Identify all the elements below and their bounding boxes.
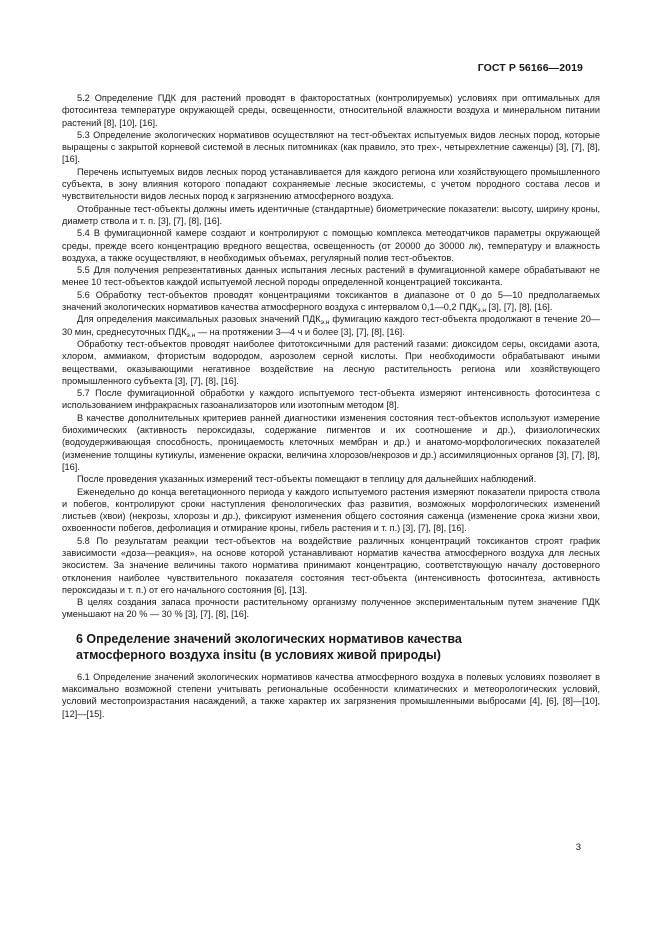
paragraph-species-list: Перечень испытуемых видов лесных пород устанавливается для каждого региона или хозяйствующего промышленного субъекта, в зону влияния которого попадают сохраняемые лесные экосистемы, с учетом породного состава лесов и чувствительности видов лесных пород к загрязнению атмосферного воздуха. [62, 166, 600, 202]
paragraph-selected-test-objects: Отобранные тест-объекты должны иметь идентичные (стандартные) биометрические показатели: высоту, ширину кроны, диаметр ствола и т. п. [3], [7], [8], [16]. [62, 203, 600, 226]
document-standard-id: ГОСТ Р 56166—2019 [477, 62, 583, 74]
section-6-title-line-2: атмосферного воздуха insitu (в условиях живой природы) [76, 647, 441, 662]
paragraph-6-1: 6.1 Определение значений экологических нормативов качества атмосферного воздуха в полевых условиях позволяет в максимально возможной степени учитывать региональные особенности климатических и метеорологических условий, условий местопроизрастания насаждений, а также характер их загрязнения промышленными выбросами [4], [6], [8]—[10], [12]—[15]. [62, 671, 600, 719]
paragraph-5-3: 5.3 Определение экологических нормативов осуществляют на тест-объектах испытуемых видов лесных пород, которые выращены с закрытой корневой системой в лесных питомниках (как правило, это трех-, четырехлетние саженцы) [3], [7], [8], [16]. [62, 129, 600, 165]
pdk-subscript: э.н [477, 307, 486, 315]
paragraph-5-7: 5.7 После фумигационной обработки у каждого испытуемого тест-объекта измеряют интенсивность фотосинтеза с использованием инфракрасных газоанализаторов или изотопным методом [8]. [62, 388, 600, 411]
paragraph-max-text-c: — на протяжении 3—4 ч и более [3], [7], [8], [16]. [195, 326, 405, 337]
paragraph-greenhouse: После проведения указанных измерений тест-объекты помещают в теплицу для дальнейших наблюдений. [77, 474, 537, 485]
paragraph-phytotoxic-gases: Обработку тест-объектов проводят наиболее фитотоксичными для растений газами: диоксидом серы, оксидами азота, хлором, аммиаком, фтористым водородом, аэрозолем серной кислоты. При необходимости обрабатывают иными веществами, оказывающими негативное воздействие на лесную растительность региона или хозяйствующего промышленного субъекта [3], [7], [8], [16]. [62, 338, 600, 386]
section-6-title-line-1: 6 Определение значений экологических нормативов качества [76, 631, 462, 646]
paragraph-max-single-values [62, 313, 600, 338]
paragraph-weekly-measurements: Еженедельно до конца вегетационного периода у каждого испытуемого растения измеряют показатели прироста ствола и побегов, контролируют сроки наступления фенологических фаз развития, возможных морфологических изменений листьев (хвои) (некрозы, хлорозы и др.), фиксируют изменения общего состояния саженца (изменение срока жизни хвои, охвоенности побегов, дефолиация и отмирание кроны, гибель растения и т. п.) [3], [7], [8], [16]. [62, 486, 600, 534]
paragraph-5-6-text: 5.6 Обработку тест-объектов проводят концентрациями токсикантов в диапазоне от 0 до 5—10 предполагаемых значений экологических нормативов качества атмосферного воздуха с интервалом 0,1—0,2 ПДК [62, 289, 600, 313]
paragraph-5-4: 5.4 В фумигационной камере создают и контролируют с помощью комплекса метеодатчиков параметры окружающей среды, прежде всего концентрацию вредного вещества, освещенность (от 20000 до 30000 лк), температуру и влажность воздуха, а также осуществляют, в необходимых объемах, регулярный полив тест-объектов. [62, 228, 600, 263]
section-6-heading [62, 631, 600, 663]
paragraph-safety-margin: В целях создания запаса прочности растительному организму полученное экспериментальным путем значение ПДК уменьшают на 20 % — 30 % [3], [7], [8], [16]. [62, 597, 600, 620]
paragraph-5-2: 5.2 Определение ПДК для растений проводят в факторостатных (контролируемых) условиях при оптимальных для фотосинтеза температуре окружающей среды, освещенности, относительной влажности воздуха и минеральном питании растений [8], [10], [16]. [62, 93, 600, 128]
pdk-subscript: э.н [320, 319, 330, 327]
paragraph-5-6-refs: [3], [7], [8], [16]. [485, 302, 553, 313]
paragraph-max-text-b: фумигацию каждого тест-объекта продолжают в течение 20—30 мин, среднесуточных ПДК [62, 314, 600, 337]
paragraph-5-8: 5.8 По результатам реакции тест-объектов на воздействие различных концентраций токсикантов строят график зависимости «доза—реакция», на основе которой устанавливают норматив качества атмосферного воздуха для лесных экосистем. За значение величины такого норматива принимают концентрацию, соответствующую началу достоверного отклонения наиболее чувствительного показателя состояния тест-объекта (интенсивность фотосинтеза, активность пероксидазы и т. п.) от его начального состояния [6], [13]. [62, 535, 600, 595]
pdk-subscript: э.н [186, 331, 196, 339]
paragraph-max-text-a: Для определения максимальных разовых значений ПДК [77, 314, 321, 325]
paragraph-additional-criteria: В качестве дополнительных критериев ранней диагностики изменения состояния тест-объектов используют измерение биохимических (активность пероксидазы, содержание пигментов и их соотношение и др.), физиологических (водоудерживающая способность, проницаемость клеточных мембран и др.) и анатомо-морфологических показателей (изменение толщины кутикулы, изменение окраски, величина хлорозов/некрозов и др.) ассимиляционных органов [3], [7], [8], [16]. [62, 412, 600, 472]
document-body [62, 92, 600, 720]
paragraph-5-6 [62, 289, 600, 314]
paragraph-5-5: 5.5 Для получения репрезентативных данных испытания лесных растений в фумигационной камере обрабатывают не менее 10 тест-объектов каждой испытуемой лесной породы определенной концентрацией токсиканта. [62, 265, 600, 288]
page-number: 3 [575, 842, 581, 853]
